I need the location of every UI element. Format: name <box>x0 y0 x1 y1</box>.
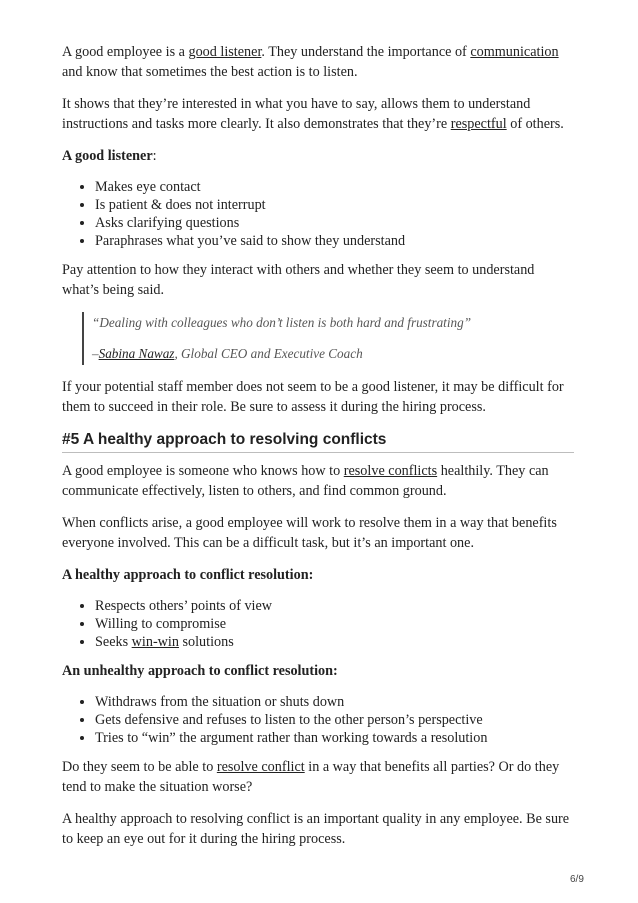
colon: : <box>152 148 157 164</box>
text: and know that sometimes the best action is to listen. <box>62 64 358 80</box>
list-item: • Withdraws from the situation or shuts down <box>95 693 574 711</box>
document-page <box>62 42 574 849</box>
listener-closing-paragraph: If your potential staff member does not seem to be a good listener, it may be difficult for them to succeed in their role. Be sure to assess it during the hiring process. <box>62 379 564 415</box>
respectful-link[interactable]: respectful <box>450 116 507 132</box>
list-item: • Gets defensive and refuses to listen to the other person’s perspective <box>95 711 574 729</box>
list-item: • Asks clarifying questions <box>95 214 574 232</box>
list-item: • Respects others’ points of view <box>95 597 574 615</box>
list-item: • Makes eye contact <box>95 178 574 196</box>
blockquote <box>82 312 574 365</box>
text: of others. <box>506 116 564 132</box>
listener-heading <box>62 146 574 166</box>
intro-paragraph-1 <box>62 42 574 82</box>
text: Do they seem to be able to <box>62 759 217 775</box>
resolve-conflict-link[interactable]: resolve conflict <box>216 759 305 775</box>
good-listener-link[interactable]: good listener <box>188 44 262 60</box>
dash: – <box>92 346 99 361</box>
list-item: • Willing to compromise <box>95 615 574 633</box>
list-item: • Tries to “win” the argument rather than working towards a resolution <box>95 729 574 747</box>
resolve-conflicts-link[interactable]: resolve conflicts <box>343 463 438 479</box>
text: in a way that benefits all parties? Or do they tend to make the situation worse? <box>62 759 560 795</box>
text: solutions <box>178 634 234 650</box>
intro-paragraph-2 <box>62 94 574 134</box>
text: Seeks <box>95 634 132 650</box>
list-item: • Is patient & does not interrupt <box>95 196 574 214</box>
conflict-paragraph-3 <box>62 757 574 797</box>
list-item: • Paraphrases what you’ve said to show they understand <box>95 232 574 250</box>
conflict-paragraph-2: When conflicts arise, a good employee will work to resolve them in a way that benefits everyone involved. This can be a difficult task, but it’s an important one. <box>62 515 557 551</box>
list-item <box>95 633 574 651</box>
unhealthy-heading: An unhealthy approach to conflict resolution: <box>62 663 338 679</box>
win-win-link[interactable]: win-win <box>131 634 179 650</box>
healthy-heading: A healthy approach to conflict resolution: <box>62 567 314 583</box>
page-number: 6/9 <box>570 874 584 885</box>
text: A good employee is someone who knows how to <box>62 463 344 479</box>
text: . They understand the importance of <box>261 44 471 60</box>
text: It shows that they’re interested in what you have to say, allows them to understand instructions and tasks more clearly. It also demonstrates that they’re <box>62 96 531 132</box>
text: A good employee is a <box>62 44 189 60</box>
quote-text: “Dealing with colleagues who don’t listen is both hard and frustrating” <box>92 315 472 330</box>
healthy-list <box>62 597 574 651</box>
unhealthy-list <box>62 693 574 747</box>
conflict-paragraph-1 <box>62 461 574 501</box>
listener-heading-text: A good listener <box>62 148 153 164</box>
conflict-paragraph-4: A healthy approach to resolving conflict is an important quality in any employee. Be sure to keep an eye out for it during the hiring process. <box>62 811 570 847</box>
author-role: , Global CEO and Executive Coach <box>174 346 363 361</box>
quote-attribution <box>92 345 574 363</box>
text: healthily. They can communicate effectively, listen to others, and find common ground. <box>62 463 549 499</box>
sabina-nawaz-link[interactable]: Sabina Nawaz <box>98 346 175 361</box>
listener-paragraph: Pay attention to how they interact with others and whether they seem to understand what’s being said. <box>62 262 535 298</box>
section-heading: #5 A healthy approach to resolving conflicts <box>62 431 574 453</box>
listener-list <box>62 178 574 250</box>
communication-link[interactable]: communication <box>470 44 559 60</box>
